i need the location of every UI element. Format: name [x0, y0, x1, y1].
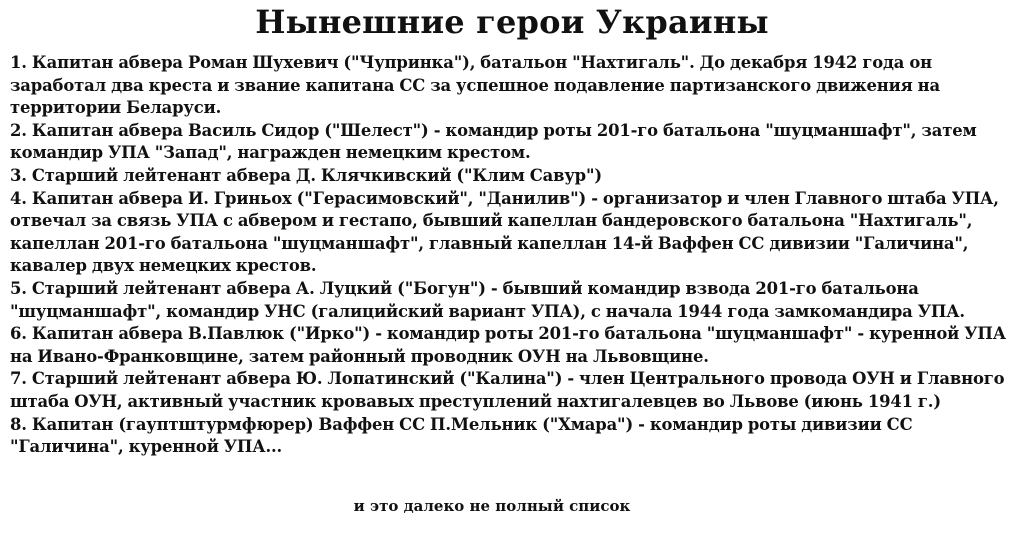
heroes-list	[10, 52, 1015, 459]
footer-note: и это далеко не полный список	[353, 497, 631, 515]
list-item-7: 7. Старший лейтенант абвера Ю. Лопатинский ("Калина") - член Центрального провода ОУН и Главного штаба ОУН, активный участник кровавых преступлений нахтигалевцев во Львове (июнь 1941 г.)	[10, 369, 1005, 411]
list-item-8: 8. Капитан (гауптштурмфюрер) Ваффен СС П.Мельник ("Хмара") - командир роты дивизии СС "Галичина", куренной УПА...	[10, 414, 913, 457]
list-item-3: 3. Старший лейтенант абвера Д. Клячкивский ("Клим Савур")	[10, 165, 602, 185]
list-item-5: 5. Старший лейтенант абвера А. Луцкий ("Богун") - бывший командир взвода 201-го батальона "шуцманшафт", командир УНС (галицийский вариант УПА), с начала 1944 года замкомандира УПА.	[10, 278, 965, 321]
list-item-4: 4. Капитан абвера И. Гриньох ("Герасимовский", "Данилив") - организатор и член Главного штаба УПА, отвечал за связь УПА с абвером и гестапо, бывший капеллан бандеровского батальона "Нахтигаль", капеллан 201-го батальона "шуцманшафт", главный капеллан 14-й Ваффен СС дивизии "Галичина", кавалер двух немецких крестов.	[10, 188, 999, 276]
list-item-6: 6. Капитан абвера В.Павлюк ("Ирко") - командир роты 201-го батальона "шуцманшафт" - куренной УПА на Ивано-Франковщине, затем районный проводник ОУН на Львовщине.	[10, 324, 1006, 366]
page-title: Нынешние герои Украины	[255, 3, 769, 41]
list-item-1: 1. Капитан абвера Роман Шухевич ("Чупринка"), батальон "Нахтигаль". До декабря 1942 года он заработал два креста и звание капитана СС за успешное подавление партизанского движения на территории Беларуси.	[10, 53, 940, 118]
list-item-2: 2. Капитан абвера Василь Сидор ("Шелест") - командир роты 201-го батальона "шуцманшафт", затем командир УПА "Запад", награжден немецким крестом.	[10, 120, 977, 163]
